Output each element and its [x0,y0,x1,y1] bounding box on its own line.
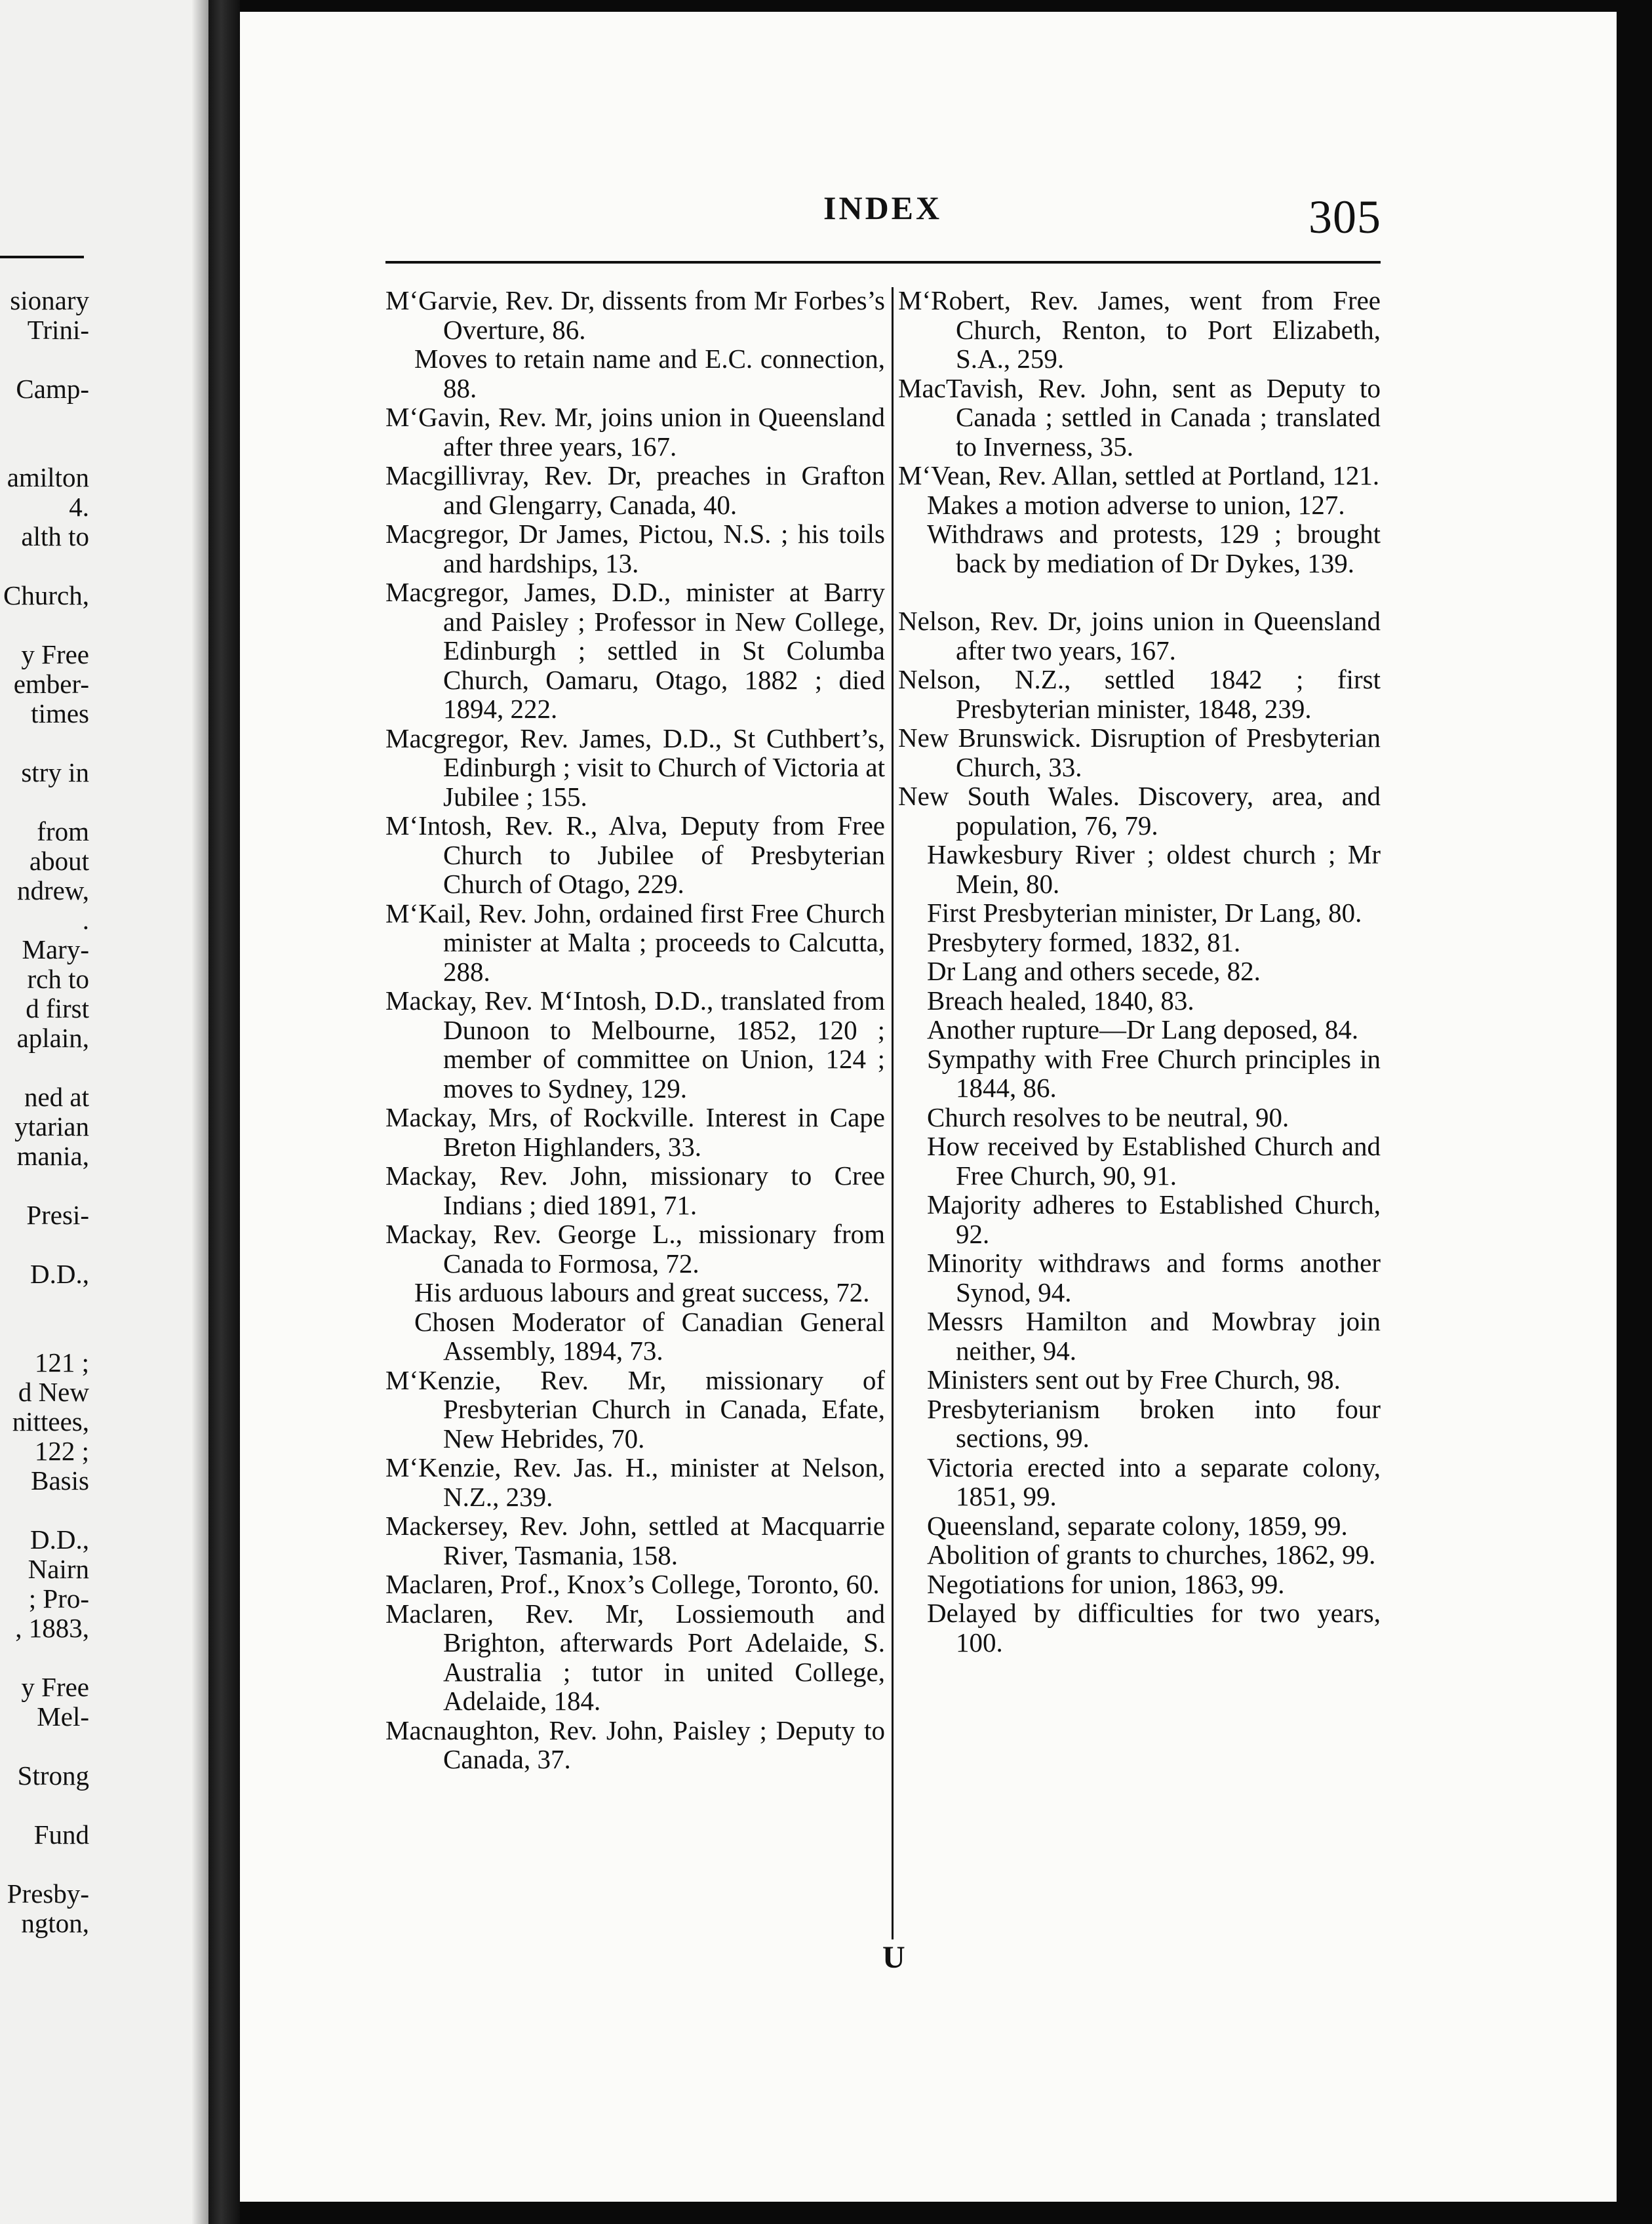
index-entry: M‘Robert, Rev. James, went from Free Church, Renton, to Port Elizabeth, S.A., 259. [898,285,1381,374]
index-entry: Withdraws and protests, 129 ; brought back by mediation of Dr Dykes, 139. [927,519,1381,578]
index-entry: Delayed by difficulties for two years, 100. [927,1598,1381,1658]
facing-page-fragment: nittees, [12,1406,89,1437]
index-entry: Sympathy with Free Church principles in 1844, 86. [927,1043,1381,1103]
facing-page-fragment: aplain, [16,1023,89,1053]
running-title: INDEX [823,189,943,226]
facing-page-fragment [3,728,89,758]
index-entry: M‘Garvie, Rev. Dr, dissents from Mr Forbes’s Overture, 86. [385,285,885,345]
facing-page-fragment: ned at [24,1082,89,1112]
index-entry: Macgillivray, Rev. Dr, preaches in Grafton and Glengarry, Canada, 40. [385,460,885,520]
facing-page-fragment: alth to [21,521,89,551]
index-entry: Mackersey, Rev. John, settled at Macquarrie River, Tasmania, 158. [385,1511,885,1570]
index-entry: Dr Lang and others secede, 82. [927,956,1261,986]
facing-page-fragment: Church, [3,580,89,610]
facing-page-fragment [3,787,89,817]
facing-page-fragment: y Free [21,639,89,669]
facing-page-fragment: Fund [33,1819,89,1850]
index-entry: Maclaren, Rev. Mr, Lossiemouth and Brighton, afterwards Port Adelaide, S. Australia ; tutor in united College, Adelaide, 184. [385,1598,885,1716]
index-entry: Abolition of grants to churches, 1862, 99. [927,1539,1376,1570]
index-entry: Breach healed, 1840, 83. [927,985,1194,1016]
facing-page-fragment: Presi- [26,1200,89,1230]
index-entry: His arduous labours and great success, 72. [414,1277,870,1307]
facing-page-fragment [3,1053,89,1082]
index-entry: M‘Intosh, Rev. R., Alva, Deputy from Free Church to Jubilee of Presbyterian Church of Otago, 229. [385,810,885,899]
index-entry: Hawkesbury River ; oldest church ; Mr Mein, 80. [927,839,1381,899]
facing-page-fragment: 121 ; [34,1347,89,1378]
facing-page-fragment: from [37,816,89,846]
index-entry: Mackay, Rev. M‘Intosh, D.D., translated from Dunoon to Melbourne, 1852, 120 ; member of committee on Union, 124 ; moves to Sydney, 129. [385,985,885,1103]
facing-page-fragment: Presby- [7,1878,89,1909]
index-entry: M‘Kail, Rev. John, ordained first Free Church minister at Malta ; proceeds to Calcutta, 288. [385,898,885,987]
index-entry: Church resolves to be neutral, 90. [927,1102,1289,1132]
index-entry: Macgregor, James, D.D., minister at Barry and Paisley ; Professor in New College, Edinburgh ; settled in St Columba Church, Oamaru, Otago, 1882 ; died 1894, 222. [385,577,885,724]
index-entry: Chosen Moderator of Canadian General Assembly, 1894, 73. [414,1306,885,1366]
signature-mark: U [882,1940,905,1975]
facing-page-fragment [3,1289,89,1319]
index-entry: First Presbyterian minister, Dr Lang, 80. [927,898,1362,928]
index-entry: Another rupture—Dr Lang deposed, 84. [927,1014,1359,1044]
facing-page-fragment: ndrew, [16,875,89,905]
facing-page-fragment: ngton, [21,1908,89,1938]
index-entry: Queensland, separate colony, 1859, 99. [927,1510,1348,1541]
index-entry: Mackay, Mrs, of Rockville. Interest in Cape Breton Highlanders, 33. [385,1102,885,1162]
facing-page-fragment: Strong [17,1760,89,1791]
facing-page-rule [0,256,84,258]
index-entry: M‘Kenzie, Rev. Jas. H., minister at Nelson, N.Z., 239. [385,1452,885,1512]
facing-page-fragment: d New [18,1377,89,1407]
facing-page-fragment: sionary [10,285,89,315]
facing-page-fragment: ; Pro- [28,1583,89,1614]
index-page [240,12,1617,2202]
index-entry: M‘Vean, Rev. Allan, settled at Portland, 121. [898,460,1380,490]
facing-page-fragment [3,610,89,640]
facing-page-fragment [3,1791,89,1820]
facing-page-fragment: Mel- [37,1701,89,1732]
facing-page-fragment: . [82,905,89,935]
facing-page-fragment: d first [26,993,89,1023]
index-entry: Mackay, Rev. John, missionary to Cree Indians ; died 1891, 71. [385,1161,885,1220]
facing-page-fragment: mania, [16,1141,89,1171]
page-number: 305 [1308,191,1381,243]
index-entry: Presbytery formed, 1832, 81. [927,926,1241,957]
index-entry: Majority adheres to Established Church, 92. [927,1189,1381,1249]
facing-page-fragment: Nairn [28,1554,89,1584]
index-entry: M‘Gavin, Rev. Mr, joins union in Queensland after three years, 167. [385,402,885,462]
facing-page-fragment [3,1230,89,1260]
index-entry: Negotiations for union, 1863, 99. [927,1568,1285,1599]
facing-page-fragment [3,1171,89,1201]
column-divider [892,287,894,1939]
facing-page-fragment: Trini- [27,315,89,345]
facing-page-fragment [3,1319,89,1348]
facing-page-fragment [3,404,89,433]
book-gutter [208,0,240,2224]
index-entry: Presbyterianism broken into four sections, 99. [927,1393,1381,1453]
facing-page-fragment: , 1883, [15,1613,89,1643]
index-entry: Macgregor, Rev. James, D.D., St Cuthbert’s, Edinburgh ; visit to Church of Victoria at Jubilee ; 155. [385,723,885,812]
index-entry: Messrs Hamilton and Mowbray join neither, 94. [927,1306,1381,1366]
index-entry: New Brunswick. Disruption of Presbyterian Church, 33. [898,723,1381,782]
facing-page-fragment: Basis [31,1465,89,1496]
facing-page-text-fragments [3,286,89,1938]
facing-page [0,0,208,2224]
facing-page-fragment: 4. [69,492,89,522]
index-entry: Macnaughton, Rev. John, Paisley ; Deputy to Canada, 37. [385,1715,885,1774]
facing-page-fragment: Camp- [16,374,89,404]
index-entry: M‘Kenzie, Rev. Mr, missionary of Presbyterian Church in Canada, Efate, New Hebrides, 70. [385,1364,885,1454]
index-entry: New South Wales. Discovery, area, and population, 76, 79. [898,781,1381,841]
index-entry: Minority withdraws and forms another Synod, 94. [927,1248,1381,1307]
facing-page-fragment: D.D., [30,1524,89,1555]
facing-page-fragment: Mary- [22,934,89,964]
index-entry: Maclaren, Prof., Knox’s College, Toronto, 60. [385,1569,880,1599]
facing-page-fragment: stry in [21,757,89,787]
facing-page-fragment [3,1643,89,1673]
facing-page-fragment: y Free [21,1672,89,1702]
facing-page-fragment: ember- [13,669,89,699]
facing-page-fragment: D.D., [30,1259,89,1289]
facing-page-fragment [3,1496,89,1525]
index-entry: Ministers sent out by Free Church, 98. [927,1364,1341,1395]
facing-page-fragment: amilton [7,462,89,492]
facing-page-fragment: 122 ; [34,1436,89,1466]
index-entry: Macgregor, Dr James, Pictou, N.S. ; his toils and hardships, 13. [385,519,885,578]
facing-page-fragment [3,345,89,374]
index-entry: How received by Established Church and Free Church, 90, 91. [927,1131,1381,1191]
index-entry: Victoria erected into a separate colony, 1851, 99. [927,1452,1381,1511]
index-entry: MacTavish, Rev. John, sent as Deputy to Canada ; settled in Canada ; translated to Inverness, 35. [898,372,1381,462]
index-entry: Moves to retain name and E.C. connection, 88. [414,344,885,403]
header-rule [385,261,1381,264]
index-column-right [898,286,1381,1657]
facing-page-fragment [3,433,89,463]
facing-page-fragment [3,1732,89,1761]
facing-page-fragment: rch to [27,964,89,994]
index-entry: Nelson, Rev. Dr, joins union in Queensland after two years, 167. [898,606,1381,665]
index-entry: Nelson, N.Z., settled 1842 ; first Presbyterian minister, 1848, 239. [898,664,1381,724]
index-column-left [385,286,885,1774]
facing-page-fragment [3,551,89,581]
facing-page-fragment: about [29,846,89,876]
facing-page-fragment: ytarian [14,1111,89,1142]
facing-page-fragment: times [31,698,89,728]
index-entry: Mackay, Rev. George L., missionary from Canada to Formosa, 72. [385,1219,885,1279]
facing-page-fragment [3,1850,89,1879]
index-entry: Makes a motion adverse to union, 127. [927,489,1345,520]
